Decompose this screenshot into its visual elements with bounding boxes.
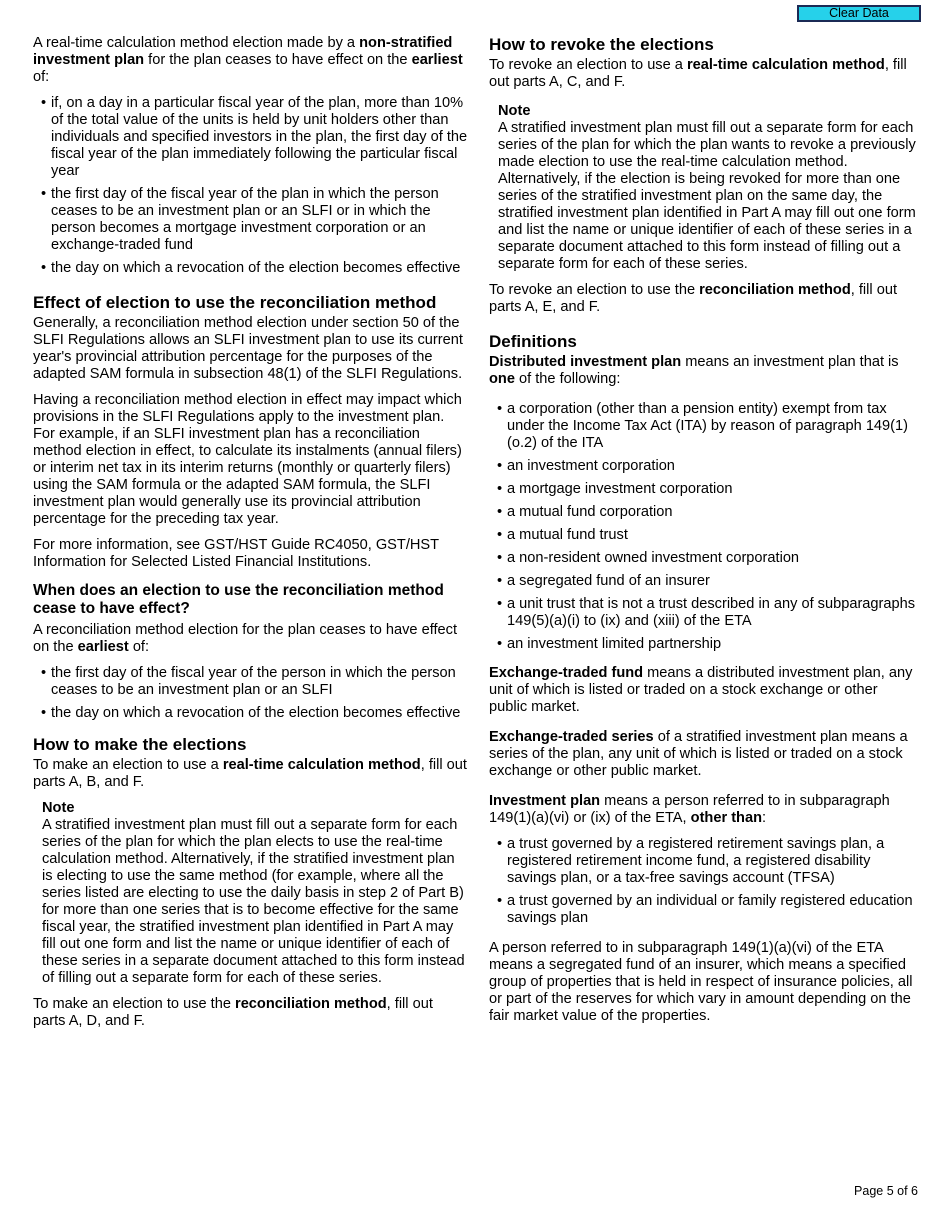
definitions-heading: Definitions xyxy=(489,332,577,351)
note-text: A stratified investment plan must fill out a separate form for each series of the plan for which the plan wants to revoke a previously made election to use the real-time calculation method. Alternatively, if the election is being revoked for more than one series of the stratified investment plan on the same day, the stratified investment plan identified in Part A may fill out one form and list the name or unique identifier of each of these series in a separate document attached to this form instead of filling out a separate form for each of these series. xyxy=(498,120,916,272)
list-item: • a unit trust that is not a trust described in any of subparagraphs 149(5)(a)(i) to (ix) and (xiii) of the ETA xyxy=(497,596,919,630)
ip-definition: Investment plan means a person referred to in subparagraph 149(1)(a)(vi) or (ix) of the ETA, other than: xyxy=(489,793,890,826)
note-text: A stratified investment plan must fill out a separate form for each series of the plan for which the plan elects to use the real-time calculation method. Alternatively, if the stratified investment plan is electing to use the same method (for example, where all the series listed are electing to use the daily basis in step 2 of Part B) for more than one series that is to become effective for the same fiscal year, the stratified investment plan identified in Part A may fill out one form and list the name or unique identifier of each of these series in a separate document attached to this form instead of filling out a separate form for each of these series. xyxy=(42,817,465,986)
list-item: • a corporation (other than a pension entity) exempt from tax under the Income Tax Act (ITA) by reason of paragraph 149(1)(o.2) of the ITA xyxy=(497,401,919,452)
effect-paragraph-3: For more information, see GST/HST Guide RC4050, GST/HST Information for Selected Listed Financial Institutions. xyxy=(33,537,439,570)
list-item: • a trust governed by an individual or family registered education savings plan xyxy=(497,893,919,927)
clear-data-button[interactable]: Clear Data xyxy=(797,5,921,22)
make-paragraph-2: To make an election to use the reconciliation method, fill out parts A, D, and F. xyxy=(33,996,433,1029)
list-item: • the day on which a revocation of the election becomes effective xyxy=(41,260,468,277)
make-paragraph-1: To make an election to use a real-time calculation method, fill out parts A, B, and F. xyxy=(33,757,467,790)
effect-paragraph-1: Generally, a reconciliation method election under section 50 of the SLFI Regulations allows an SLFI investment plan to use its current year's provincial attribution percentage for the purposes of the adapted SAM formula in subsection 48(1) of the SLFI Regulations. xyxy=(33,315,463,382)
intro-paragraph: A real-time calculation method election made by a non-stratified investment plan for the plan ceases to have effect on the earliest of: xyxy=(33,35,463,85)
make-elections-heading: How to make the elections xyxy=(33,735,247,754)
list-item: • the first day of the fiscal year of the plan in which the person ceases to be an investment plan or an SLFI or in which the person becomes a mortgage investment corporation or an exchange-traded fund xyxy=(41,186,468,254)
list-item: • a mortgage investment corporation xyxy=(497,481,919,498)
dip-bullet-list xyxy=(489,401,919,653)
list-item: • the day on which a revocation of the election becomes effective xyxy=(41,705,468,722)
list-item: • the first day of the fiscal year of the person in which the person ceases to be an investment plan or an SLFI xyxy=(41,665,468,699)
segregated-fund-paragraph: A person referred to in subparagraph 149(1)(a)(vi) of the ETA means a segregated fund of an insurer, which means a specified group of properties that is held in respect of insurance policies, all or part of the reserves for which vary in amount depending on the fair market value of the properties. xyxy=(489,940,913,1024)
effect-paragraph-2: Having a reconciliation method election in effect may impact which provisions in the SLFI Regulations apply to the investment plan. For example, if an SLFI investment plan has a reconciliation method election in effect, to calculate its instalments (annual filers) or interim net tax in its interim returns (monthly or quarterly filers) using the SAM formula or the adapted SAM formula, the SLFI investment plan would generally use its provincial attribution percentage for the preceding tax year. xyxy=(33,392,462,527)
revoke-heading: How to revoke the elections xyxy=(489,35,714,54)
list-item: • a segregated fund of an insurer xyxy=(497,573,919,590)
list-item: • a mutual fund corporation xyxy=(497,504,919,521)
dip-definition: Distributed investment plan means an investment plan that is one of the following: xyxy=(489,354,899,387)
make-note xyxy=(42,800,468,987)
revoke-paragraph-1: To revoke an election to use a real-time calculation method, fill out parts A, C, and F. xyxy=(489,57,907,90)
cease-bullet-list xyxy=(33,665,468,722)
revoke-paragraph-2: To revoke an election to use the reconciliation method, fill out parts A, E, and F. xyxy=(489,282,897,315)
note-title: Note xyxy=(42,800,75,816)
list-item: • a mutual fund trust xyxy=(497,527,919,544)
list-item: • an investment limited partnership xyxy=(497,636,919,653)
list-item: • an investment corporation xyxy=(497,458,919,475)
left-column xyxy=(33,35,468,1039)
ip-bullet-list xyxy=(489,836,919,927)
list-item: • if, on a day in a particular fiscal year of the plan, more than 10% of the total value of the units is held by unit holders other than individuals and specified investors in the plan, the first day of the fiscal year of the plan immediately following the particular fiscal year xyxy=(41,95,468,180)
note-title: Note xyxy=(498,103,531,119)
revoke-note xyxy=(498,103,919,273)
cease-paragraph: A reconciliation method election for the plan ceases to have effect on the earliest of: xyxy=(33,622,458,655)
list-item: • a non-resident owned investment corporation xyxy=(497,550,919,567)
cease-heading: When does an election to use the reconciliation method cease to have effect? xyxy=(33,582,444,617)
page-number: Page 5 of 6 xyxy=(854,1184,918,1198)
list-item: • a trust governed by a registered retirement savings plan, a registered retirement income fund, a registered disability savings plan, or a tax-free savings account (TFSA) xyxy=(497,836,919,887)
effect-heading: Effect of election to use the reconciliation method xyxy=(33,293,437,312)
etf-definition: Exchange-traded fund means a distributed investment plan, any unit of which is listed or traded on a stock exchange or other public market. xyxy=(489,665,913,715)
right-column xyxy=(489,35,919,1034)
ets-definition: Exchange-traded series of a stratified investment plan means a series of the plan, any unit of which is listed or traded on a stock exchange or other public market. xyxy=(489,729,908,779)
intro-bullet-list xyxy=(33,95,468,277)
